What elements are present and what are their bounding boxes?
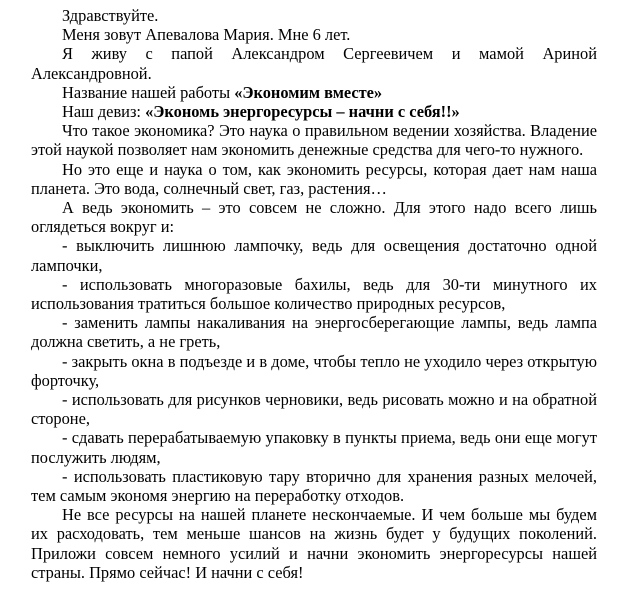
work-title-line [31, 83, 597, 102]
intro-paragraph-1: Что такое экономика? Это наука о правильном ведении хозяйства. Владение этой наукой позволяет нам экономить денежные средства для чего-то нужного. [31, 121, 597, 160]
intro-paragraph-3: А ведь экономить – это совсем не сложно. Для этого надо всего лишь оглядеться вокруг и: [31, 198, 597, 237]
tip-item: - заменить лампы накаливания на энергосберегающие лампы, ведь лампа должна светить, а не греть, [31, 313, 597, 352]
tip-item: - закрыть окна в подъезде и в доме, чтобы тепло не уходило через открытую форточку, [31, 351, 597, 390]
tip-item: - выключить лишнюю лампочку, ведь для освещения достаточно одной лампочки, [31, 236, 597, 275]
motto-prefix: Наш девиз: [62, 102, 146, 122]
tip-item: - сдавать перерабатываемую упаковку в пункты приема, ведь они еще могут послужить людям, [31, 428, 597, 467]
conclusion-paragraph: Не все ресурсы на нашей планете нескончаемые. И чем больше мы будем их расходовать, тем меньше шансов на жизнь будет у будущих поколений. Приложи совсем немного усилий и начни экономить энергоресурсы нашей страны. Прямо сейчас! И начни с себя! [31, 505, 597, 582]
tip-item: - использовать пластиковую тару вторично для хранения разных мелочей, тем самым экономя энергию на переработку отходов. [31, 466, 597, 506]
family-line: Я живу с папой Александром Сергеевичем и мамой Ариной Александровной. [31, 44, 597, 83]
work-title: «Экономим вместе» [234, 82, 383, 102]
tip-item: - использовать многоразовые бахилы, ведь для 30-ти минутного их использования тратиться большое количество природных ресурсов, [31, 274, 597, 314]
motto: «Экономь энергоресурсы – начни с себя!!» [145, 102, 460, 122]
tip-item: - использовать для рисунков черновики, ведь рисовать можно и на обратной стороне, [31, 390, 597, 429]
work-title-prefix: Название нашей работы [62, 82, 235, 102]
name-line: Меня зовут Апевалова Мария. Мне 6 лет. [62, 25, 351, 45]
greeting-line: Здравствуйте. [62, 6, 159, 25]
intro-paragraph-2: Но это еще и наука о том, как экономить ресурсы, которая дает нам наша планета. Это вода, солнечный свет, газ, растения… [31, 159, 597, 198]
motto-line [31, 102, 597, 121]
